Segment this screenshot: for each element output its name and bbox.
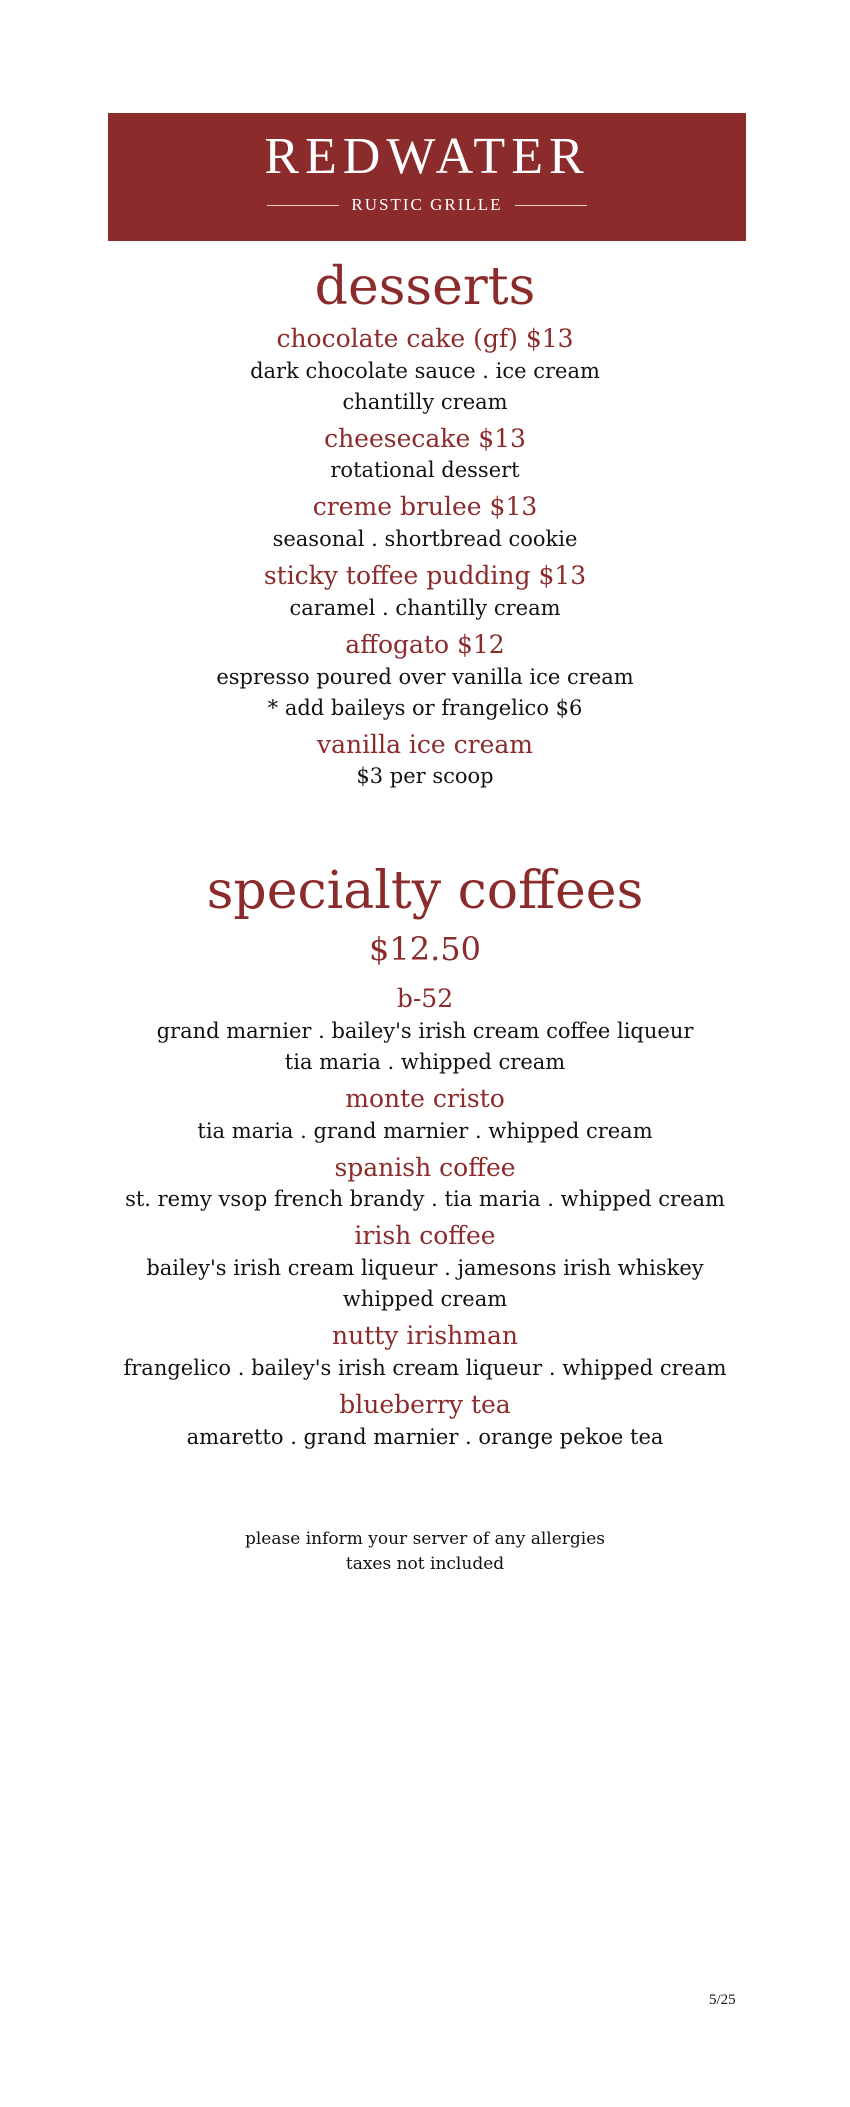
brand-subtitle-row (108, 193, 746, 217)
item-desc: seasonal . shortbread cookie (272, 527, 578, 552)
item-desc: amaretto . grand marnier . orange pekoe tea (186, 1424, 664, 1449)
menu-item-blueberry-tea (0, 1388, 850, 1453)
item-desc: * add baileys or frangelico $6 (267, 695, 583, 720)
divider-left (267, 205, 339, 206)
desserts-title: desserts (314, 257, 536, 317)
item-name: monte cristo (345, 1083, 505, 1113)
menu-item-nutty-irishman (0, 1319, 850, 1384)
item-name: cheesecake $13 (324, 423, 526, 453)
menu-item-vanilla-ice-cream (0, 728, 850, 793)
menu-item-spanish-coffee (0, 1151, 850, 1216)
item-desc: tia maria . grand marnier . whipped cream (197, 1118, 653, 1143)
menu-item-monte-cristo (0, 1082, 850, 1147)
menu-item-b52 (0, 982, 850, 1078)
item-desc: chantilly cream (342, 389, 508, 414)
divider-right (515, 205, 587, 206)
menu-item-sticky-toffee-pudding (0, 559, 850, 624)
item-name: chocolate cake (gf) $13 (276, 323, 574, 353)
item-desc: st. remy vsop french brandy . tia maria . whipped cream (125, 1187, 725, 1212)
tax-note: taxes not included (345, 1553, 505, 1574)
header-banner (108, 113, 746, 241)
footer-notes (0, 1527, 850, 1577)
menu-content (0, 258, 850, 1577)
item-name: irish coffee (354, 1221, 496, 1251)
menu-item-chocolate-cake (0, 322, 850, 418)
coffees-price: $12.50 (369, 930, 481, 969)
item-desc: caramel . chantilly cream (289, 595, 561, 620)
section-spacer (0, 792, 850, 862)
item-name: creme brulee $13 (312, 492, 538, 522)
menu-item-creme-brulee (0, 490, 850, 555)
item-name: vanilla ice cream (316, 729, 534, 759)
coffees-title: specialty coffees (206, 861, 644, 922)
menu-item-affogato (0, 628, 850, 724)
item-desc: bailey's irish cream liqueur . jamesons irish whiskey (146, 1256, 704, 1281)
page-number: 5/25 (709, 1992, 736, 2008)
item-desc: dark chocolate sauce . ice cream (250, 358, 600, 383)
item-desc: whipped cream (342, 1287, 508, 1312)
item-name: blueberry tea (339, 1389, 511, 1419)
brand-title: REDWATER (264, 128, 590, 185)
item-desc: frangelico . bailey's irish cream liqueur . whipped cream (123, 1355, 727, 1380)
item-desc: rotational dessert (330, 458, 520, 483)
brand-subtitle: RUSTIC GRILLE (351, 195, 503, 214)
item-desc: espresso poured over vanilla ice cream (216, 664, 634, 689)
item-name: sticky toffee pudding $13 (263, 561, 587, 591)
menu-item-irish-coffee (0, 1219, 850, 1315)
allergy-note: please inform your server of any allergies (244, 1528, 605, 1549)
item-desc: grand marnier . bailey's irish cream coffee liqueur (156, 1018, 694, 1043)
item-name: spanish coffee (334, 1152, 516, 1182)
menu-item-cheesecake (0, 422, 850, 487)
item-name: nutty irishman (332, 1321, 518, 1351)
item-name: affogato $12 (345, 629, 505, 659)
item-desc: $3 per scoop (356, 764, 494, 789)
item-name: b-52 (396, 984, 454, 1014)
item-desc: tia maria . whipped cream (284, 1049, 566, 1074)
